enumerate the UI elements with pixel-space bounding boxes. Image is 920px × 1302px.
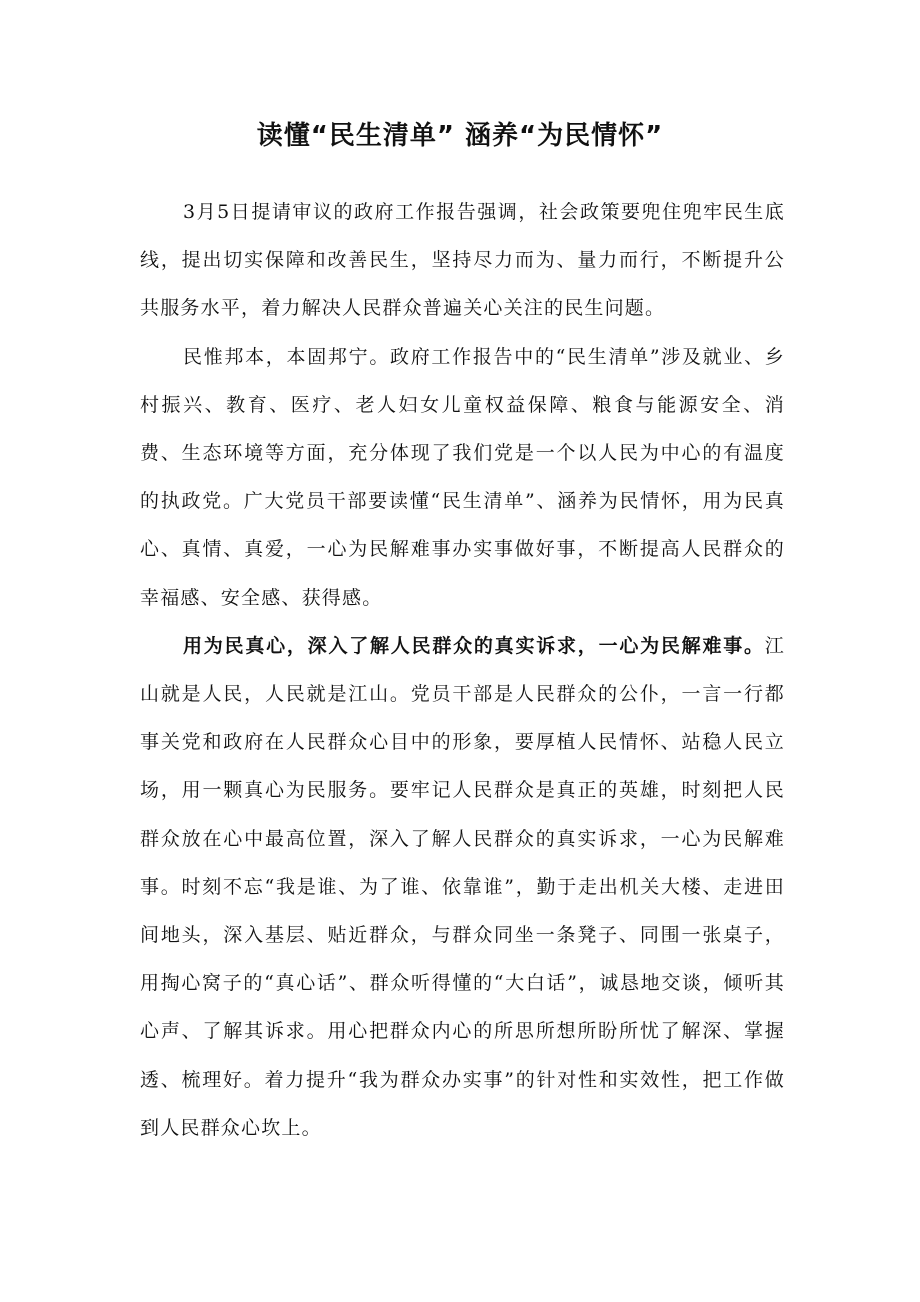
document-title: 读懂“民生清单” 涵养“为民情怀” [256, 121, 664, 151]
document-body [140, 188, 785, 1152]
paragraph-text: 江山就是人民，人民就是江山。党员干部是人民群众的公仆，一言一行都事关党和政府在人民群众心目中的形象，要厚植人民情怀、站稳人民立场，用一颗真心为民服务。要牢记人民群众是真正的英雄，时刻把人民群众放在心中最高位置，深入了解人民群众的真实诉求，一心为民解难事。时刻不忘“我是谁、为了谁、依靠谁”，勤于走出机关大楼、走进田间地头，深入基层、贴近群众，与群众同坐一条凳子、同围一张桌子，用掏心窝子的“真心话”、群众听得懂的“大白话”，诚恳地交谈，倾听其心声、了解其诉求。用心把群众内心的所思所想所盼所忧了解深、掌握透、梳理好。着力提升“我为群众办实事”的针对性和实效性，把工作做到人民群众心坎上。 [140, 634, 785, 1139]
paragraph-lead: 用为民真心，深入了解人民群众的真实诉求，一心为民解难事。 [183, 634, 765, 657]
paragraph-text: 民惟邦本，本固邦宁。政府工作报告中的“民生清单”涉及就业、乡村振兴、教育、医疗、老人妇女儿童权益保障、粮食与能源安全、消费、生态环境等方面，充分体现了我们党是一个以人民为中心的有温度的执政党。广大党员干部要读懂“民生清单”、涵养为民情怀，用为民真心、真情、真爱，一心为民解难事办实事做好事，不断提高人民群众的幸福感、安全感、获得感。 [140, 345, 785, 609]
paragraph-livelihood-list [140, 333, 785, 622]
paragraph-sincerity [140, 622, 785, 1152]
paragraph-text: 3月5日提请审议的政府工作报告强调，社会政策要兜住兜牢民生底线，提出切实保障和改善民生，坚持尽力而为、量力而行，不断提升公共服务水平，着力解决人民群众普遍关心关注的民生问题。 [140, 201, 785, 320]
paragraph-intro [140, 188, 785, 333]
